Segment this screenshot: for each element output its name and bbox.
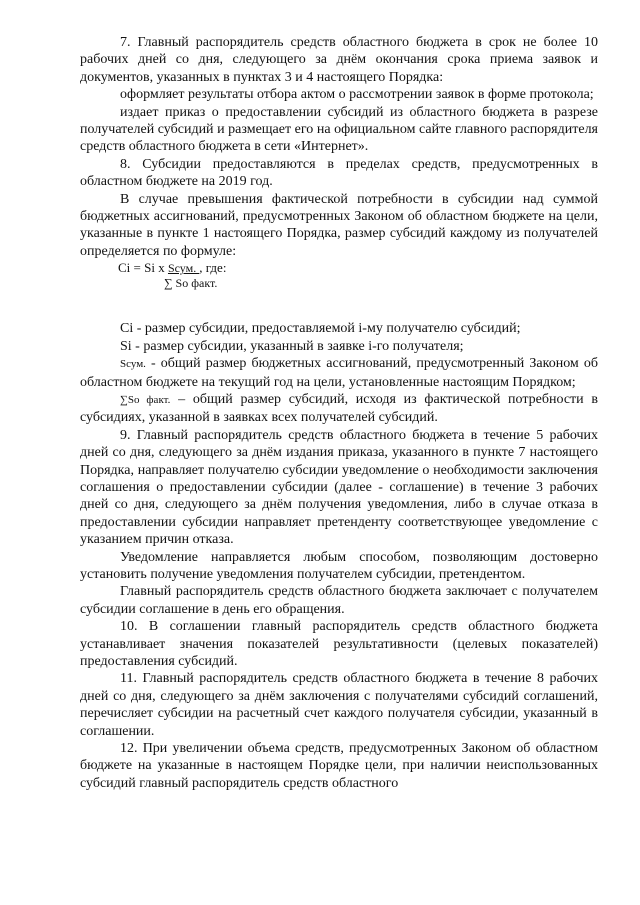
document-page	[80, 34, 598, 792]
paragraph-7: 7. Главный распорядитель средств областного бюджета в срок не более 10 рабочих дней со дня, следующего за днём окончания срока приема заявок и документов, указанных в пунктах 3 и 4 настоящего Порядка:	[80, 35, 598, 85]
paragraph-8-formula-intro: В случае превышения фактической потребности в субсидии над суммой бюджетных ассигнований, предусмотренных Законом об областном бюджете на цели, указанные в пункте 1 настоящего Порядка, размер субсидий каждому из получателей определяется по формуле:	[80, 191, 598, 259]
definition-si: Si - размер субсидии, указанный в заявке i-го получателя;	[120, 338, 464, 354]
formula-lhs: Ci = Si x	[118, 260, 168, 276]
paragraph-12: 12. При увеличении объема средств, предусмотренных Законом об областном бюджете на указанные в настоящем Порядке цели, при наличии неиспользованных субсидий главный распорядитель средств областного	[80, 741, 598, 791]
paragraph-9-agreement: Главный распорядитель средств областного бюджета заключает с получателем субсидии соглашение в день его обращения.	[80, 584, 598, 617]
formula-suffix: , где:	[199, 260, 227, 276]
paragraph-9: 9. Главный распорядитель средств областного бюджета в течение 5 рабочих дней со дня, следующего за днём издания приказа, указанного в пункте 7 настоящего Порядка, направляет получателю субсидии уведомление о необходимости заключения соглашения о предоставлении субсидии (далее - соглашение) в течение 3 рабочих дней со дня, следующего за днём получения уведомления, либо в случае отказа в предоставлении субсидии направляет претенденту соответствующее уведомление с указанием причин отказа.	[80, 427, 598, 548]
formula-denominator: ∑ So факт.	[164, 276, 218, 291]
symbol-ssum: Sсум.	[120, 358, 146, 371]
formula-numerator: Sсум.	[167, 261, 200, 276]
paragraph-11: 11. Главный распорядитель средств областного бюджета в течение 8 рабочих дней со дня, следующего за днём заключения с получателями субсидий соглашений, перечисляет субсидии на расчетный счет каждого получателя субсидии, указанный в соглашении.	[80, 671, 598, 739]
paragraph-7-item-order: издает приказ о предоставлении субсидий из областного бюджета в разрезе получателей субсидий и размещает его на официальном сайте главного распорядителя средств областного бюджета в сети «Интернет».	[80, 104, 598, 155]
definition-ssum-text: - общий размер бюджетных ассигнований, предусмотренный Законом об областном бюджете на текущий год на цели, установленные настоящим Порядком;	[80, 356, 598, 390]
paragraph-8: 8. Субсидии предоставляются в пределах средств, предусмотренных в областном бюджете на 2019 год.	[80, 156, 598, 190]
symbol-sofact: ∑So факт.	[120, 393, 171, 406]
definition-ci: Ci - размер субсидии, предоставляемой i-му получателю субсидий;	[120, 321, 521, 337]
definition-sofact-text: – общий размер субсидий, исходя из фактической потребности в субсидиях, указанной в заявках всех получателей субсидий.	[80, 391, 598, 426]
paragraph-10: 10. В соглашении главный распорядитель средств областного бюджета устанавливает значения показателей результативности (целевых показателей) предоставления субсидий.	[80, 619, 598, 669]
subsidy-formula	[80, 260, 598, 296]
definition-sofact	[80, 391, 598, 427]
definition-ssum	[80, 355, 598, 391]
paragraph-9-notification: Уведомление направляется любым способом, позволяющим достоверно установить получение уведомления получателем субсидии, претендентом.	[80, 549, 598, 582]
paragraph-7-item-protocol: оформляет результаты отбора актом о рассмотрении заявок в форме протокола;	[120, 87, 594, 103]
